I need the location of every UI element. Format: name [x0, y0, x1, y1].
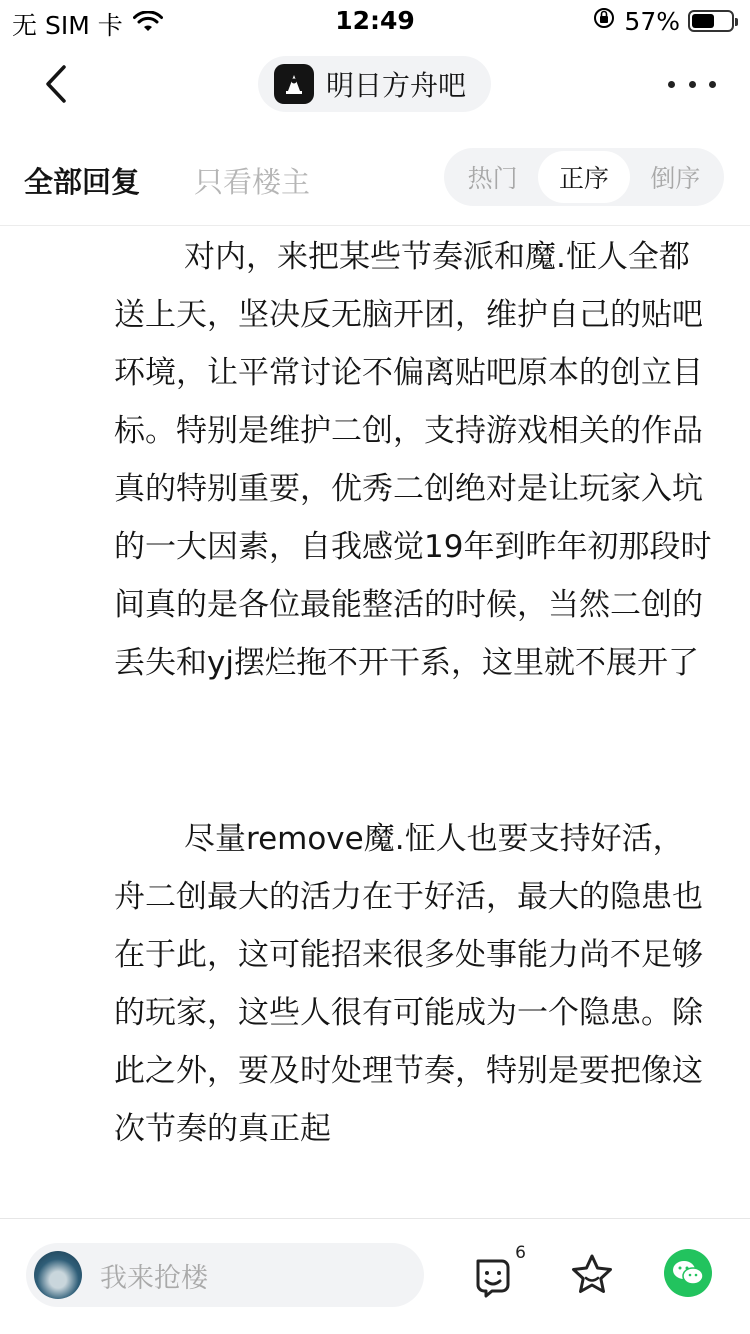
reply-input[interactable]	[26, 1243, 424, 1307]
back-button[interactable]	[36, 60, 76, 108]
paragraph-gap	[114, 692, 714, 808]
more-dot	[668, 81, 675, 88]
status-right	[592, 6, 734, 36]
forum-pill[interactable]	[258, 56, 491, 112]
more-dot	[689, 81, 696, 88]
reply-placeholder: 我来抢楼	[100, 1262, 208, 1294]
battery-percent: 57%	[624, 6, 680, 36]
sort-segmented-control	[444, 148, 724, 206]
more-button[interactable]	[668, 66, 716, 102]
battery-tip	[735, 18, 738, 26]
star-icon	[568, 1251, 616, 1299]
orientation-lock-icon	[592, 6, 616, 36]
battery-icon	[688, 10, 734, 32]
post-content	[114, 226, 714, 1218]
more-dot	[709, 81, 716, 88]
carrier-label: 无 SIM 卡	[12, 11, 123, 40]
emoji-icon	[470, 1251, 518, 1299]
post-paragraph: 对内，来把某些节奏派和魔.怔人全都送上天，坚决反无脑开团，维护自己的贴吧环境，让平常讨论不偏离贴吧原本的创立目标。特别是维护二创，支持游戏相关的作品真的特别重要，优秀二创绝对是让玩家入坑的一大因素，自我感觉19年到昨年初那段时间真的是各位最能整活的时候，当然二创的丢失和yj摆烂拖不开干系，这里就不展开了	[114, 239, 712, 681]
emoji-badge: 6	[515, 1243, 526, 1263]
reply-tabs-row	[0, 126, 750, 226]
forum-avatar	[274, 64, 314, 104]
post-paragraph: 尽量remove魔.怔人也要支持好活，舟二创最大的活力在于好活，最大的隐患也在于此，这可能招来很多处事能力尚不足够的玩家，这些人很有可能成为一个隐患。除此之外，要及时处理节奏，特别是要把像这次节奏的真正起	[114, 821, 703, 1147]
status-time: 12:49	[335, 6, 415, 35]
forum-name: 明日方舟吧	[326, 69, 467, 102]
status-bar	[0, 0, 750, 42]
sort-option-descending[interactable]: 倒序	[650, 164, 701, 193]
battery-level-fill	[692, 14, 714, 28]
sort-option-ascending[interactable]: 正序	[538, 151, 629, 203]
nav-bar	[0, 42, 750, 126]
favorite-button[interactable]	[564, 1247, 620, 1303]
user-avatar	[34, 1251, 82, 1299]
wechat-share-button[interactable]	[664, 1249, 712, 1297]
chevron-left-icon	[44, 64, 68, 104]
tab-owner-only[interactable]: 只看楼主	[194, 165, 311, 199]
sort-option-hot[interactable]: 热门	[467, 164, 518, 193]
tab-all-replies[interactable]: 全部回复	[24, 165, 141, 199]
bottom-action-bar	[0, 1218, 750, 1334]
wechat-icon	[672, 1259, 704, 1287]
emoji-button[interactable]	[466, 1243, 526, 1303]
